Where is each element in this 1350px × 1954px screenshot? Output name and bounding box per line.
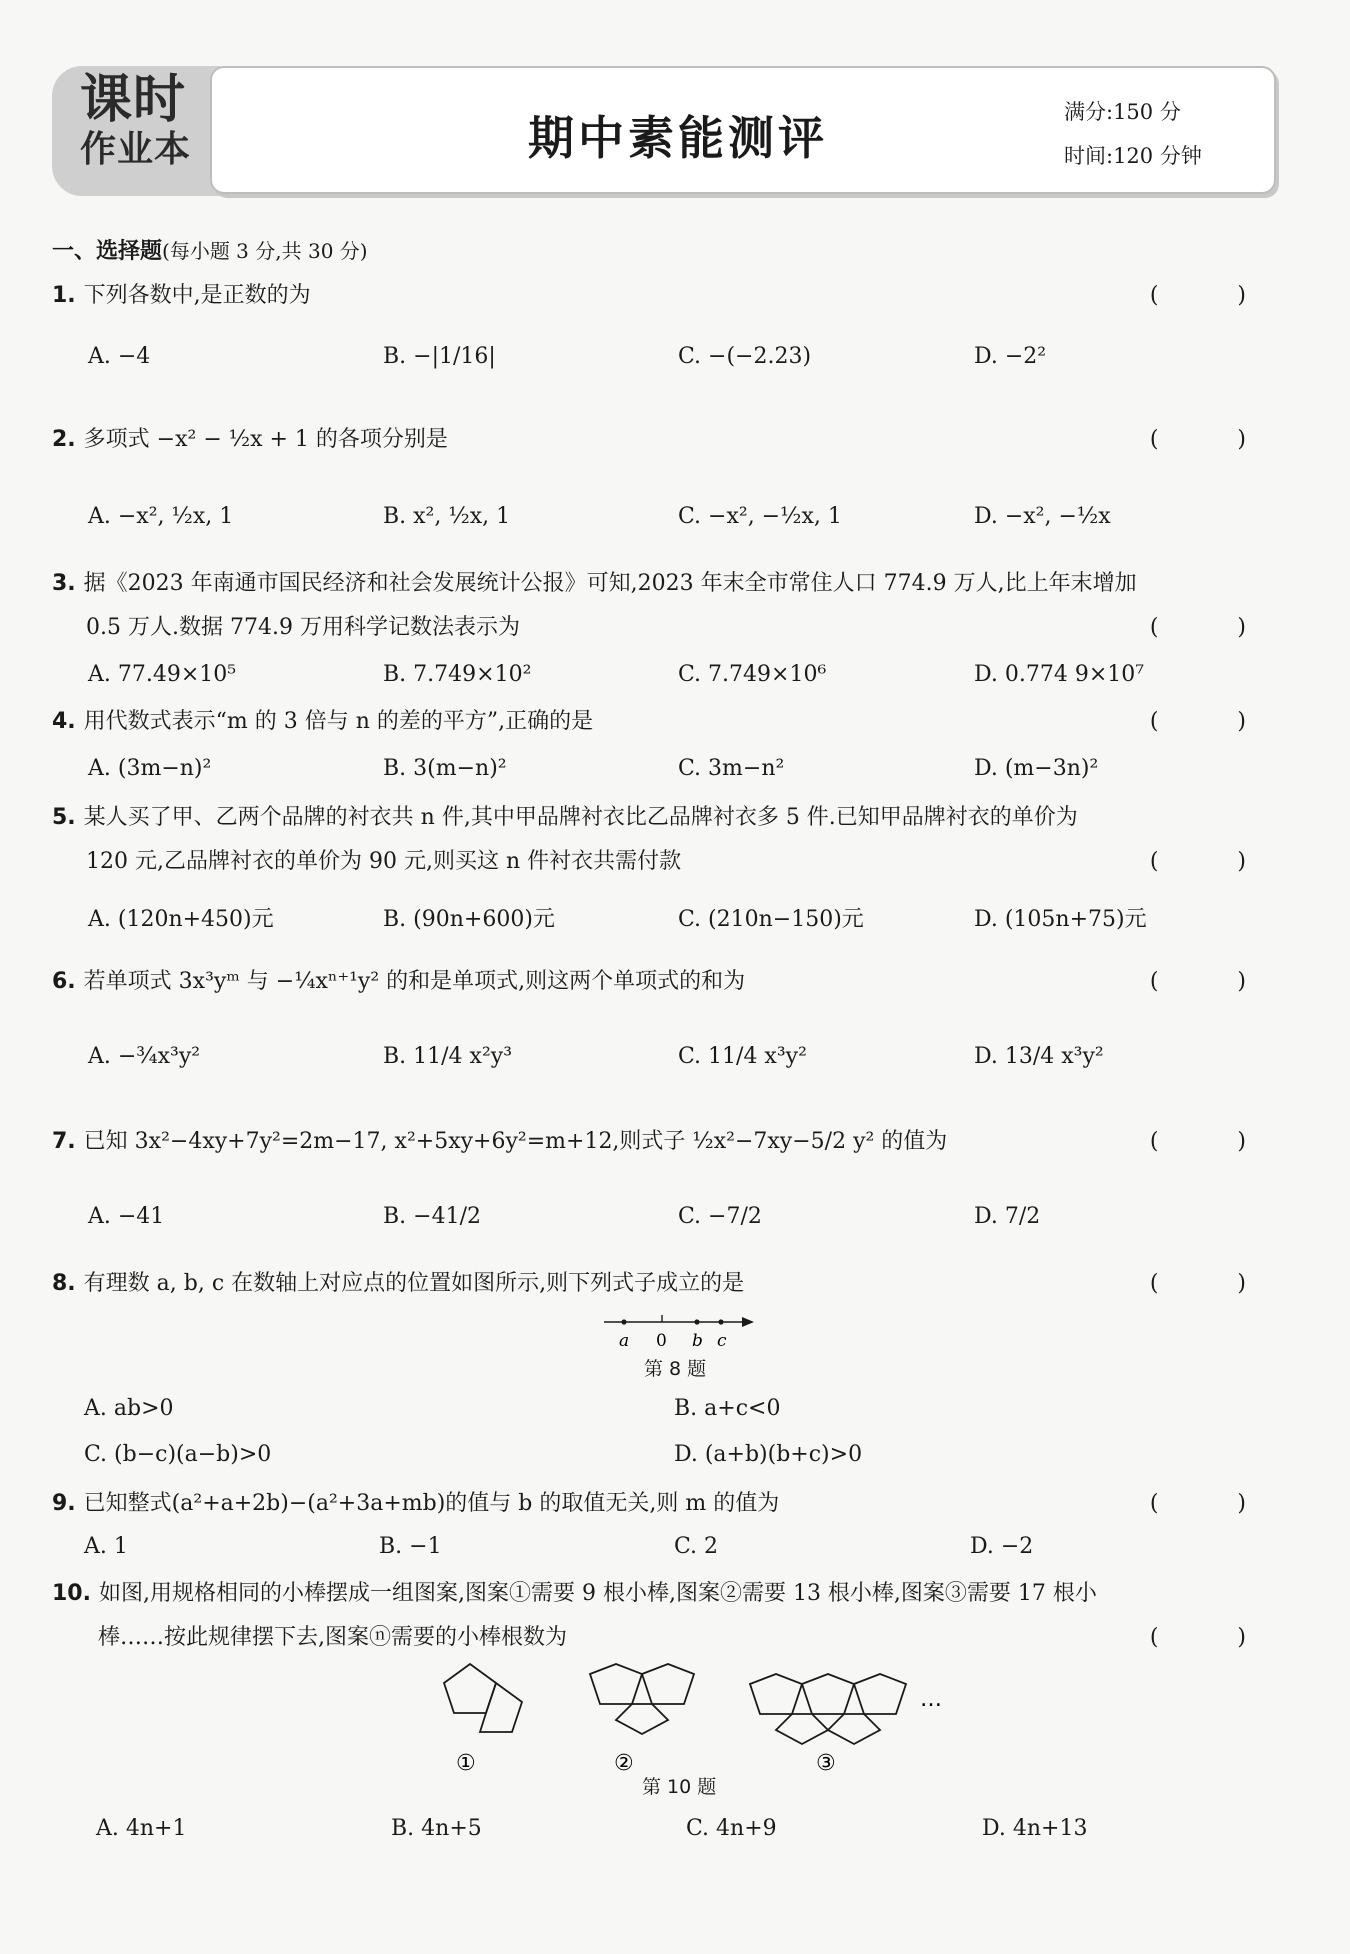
option-c: C. 4n+9 [686,1816,777,1841]
pattern3-pentagon4 [776,1714,828,1744]
option-b: B. −|1/16| [383,344,496,369]
option-c: C. (210n−150)元 [678,907,864,932]
option-c: C. −7/2 [678,1204,762,1229]
question-number: 6. [52,969,76,994]
pattern3-pentagon1 [750,1674,802,1714]
pattern1-label: ① [456,1751,476,1776]
question-text: 据《2023 年南通市国民经济和社会发展统计公报》可知,2023 年末全市常住人口 774.9 万人,比上年末增加 [83,571,1137,596]
option-c: C. −(−2.23) [678,344,812,369]
label-zero: 0 [656,1331,667,1351]
exam-time: 时间:120 分钟 [1064,144,1202,168]
option-a: A. −41 [88,1204,165,1229]
point-a [621,1319,626,1324]
page-title: 期中素能测评 [528,111,828,165]
answer-bracket: ( ) [1149,1625,1282,1650]
section-title: 一、选择题 [52,239,163,264]
option-b: B. a+c<0 [674,1396,781,1421]
pattern2-pentagon2 [642,1664,694,1704]
option-d: D. −2 [970,1534,1034,1559]
logo-line1: 课时 [80,70,187,130]
question-number: 4. [52,709,76,734]
question-6 [52,960,1282,1004]
question-3 [52,562,1282,650]
question-8 [52,1262,1282,1306]
answer-bracket: ( ) [1149,849,1282,874]
option-d: D. (m−3n)² [974,756,1099,781]
question-7 [52,1120,1282,1164]
option-b: B. x², ½x, 1 [383,504,511,529]
question-10 [52,1572,1282,1660]
question-number: 5. [52,805,76,830]
title-banner [210,66,1276,194]
option-b: B. 4n+5 [391,1816,482,1841]
pattern3-pentagon5 [828,1714,880,1744]
question-text: 有理数 a, b, c 在数轴上对应点的位置如图所示,则下列式子成立的是 [83,1271,745,1296]
question-text: 如图,用规格相同的小棒摆成一组图案,图案①需要 9 根小棒,图案②需要 13 根小棒,图案③需要 17 根小 [98,1581,1097,1606]
question-2 [52,418,1282,462]
question-text-cont: 0.5 万人.数据 774.9 万用科学记数法表示为 [86,615,520,640]
option-a: A. (3m−n)² [88,756,212,781]
option-c: C. 3m−n² [678,756,785,781]
question-number: 8. [52,1271,76,1296]
number-line-figure [596,1310,766,1352]
question-text: 用代数式表示“m 的 3 倍与 n 的差的平方”,正确的是 [83,709,594,734]
option-a: A. 1 [84,1534,128,1559]
option-d: D. 4n+13 [982,1816,1088,1841]
option-d: D. −2² [974,344,1047,369]
option-d: D. 0.774 9×10⁷ [974,662,1145,687]
question-text: 下列各数中,是正数的为 [83,283,311,308]
option-b: B. 3(m−n)² [383,756,507,781]
option-b: B. −41/2 [383,1204,481,1229]
pentagon-pattern-figure [420,1660,960,1780]
question-text: 多项式 −x² − ½x + 1 的各项分别是 [83,427,448,452]
question-text: 已知整式(a²+a+2b)−(a²+3a+mb)的值与 b 的取值无关,则 m 的值为 [83,1491,780,1516]
pattern1-pentagon2 [480,1683,522,1732]
option-b: B. 7.749×10² [383,662,532,687]
label-c: c [717,1331,727,1351]
question-text: 某人买了甲、乙两个品牌的衬衣共 n 件,其中甲品牌衬衣比乙品牌衬衣多 5 件.已知甲品牌衬衣的单价为 [83,805,1078,830]
option-a: A. −¾x³y² [88,1044,201,1069]
point-b [694,1319,699,1324]
option-a: A. −x², ½x, 1 [88,504,234,529]
answer-bracket: ( ) [1149,1271,1282,1296]
question-number: 10. [52,1581,91,1606]
question-number: 7. [52,1129,76,1154]
pattern2-pentagon1 [590,1664,642,1704]
option-c: C. −x², −½x, 1 [678,504,842,529]
question-number: 3. [52,571,76,596]
pattern2-label: ② [614,1751,634,1776]
option-d: D. (a+b)(b+c)>0 [674,1442,863,1467]
answer-bracket: ( ) [1149,283,1282,308]
option-b: B. 11/4 x²y³ [383,1044,513,1069]
option-d: D. 7/2 [974,1204,1041,1229]
label-b: b [692,1331,703,1351]
question-text-cont: 棒……按此规律摆下去,图案ⓝ需要的小棒根数为 [98,1625,567,1650]
question-text: 已知 3x²−4xy+7y²=2m−17, x²+5xy+6y²=m+12,则式子 ½x²−7xy−5/2 y² 的值为 [83,1129,948,1154]
option-a: A. ab>0 [84,1396,174,1421]
figure-caption-8: 第 8 题 [644,1358,707,1380]
label-a: a [619,1331,630,1351]
question-1 [52,274,1282,318]
option-d: D. (105n+75)元 [974,907,1147,932]
option-c: C. 2 [674,1534,719,1559]
answer-bracket: ( ) [1149,709,1282,734]
section-heading [52,234,368,265]
pattern3-label: ③ [816,1751,836,1776]
question-number: 9. [52,1491,76,1516]
logo-line2: 作业本 [80,129,192,170]
question-5 [52,796,1282,884]
option-a: A. (120n+450)元 [88,907,274,932]
option-d: D. 13/4 x³y² [974,1044,1104,1069]
question-9 [52,1482,1282,1526]
answer-bracket: ( ) [1149,969,1282,994]
brand-logo [52,66,220,196]
option-d: D. −x², −½x [974,504,1111,529]
question-number: 2. [52,427,76,452]
question-4 [52,700,1282,744]
figure-caption-10: 第 10 题 [642,1776,717,1798]
pattern3-pentagon3 [854,1674,906,1714]
answer-bracket: ( ) [1149,615,1282,640]
question-number: 1. [52,283,76,308]
option-a: A. 77.49×10⁵ [88,662,237,687]
option-c: C. 11/4 x³y² [678,1044,807,1069]
option-c: C. (b−c)(a−b)>0 [84,1442,272,1467]
ellipsis-label: … [920,1687,942,1712]
answer-bracket: ( ) [1149,1129,1282,1154]
answer-bracket: ( ) [1149,1491,1282,1516]
number-line-arrow [742,1317,754,1327]
answer-bracket: ( ) [1149,427,1282,452]
section-note: (每小题 3 分,共 30 分) [162,239,368,263]
option-a: A. −4 [88,344,151,369]
option-b: B. −1 [379,1534,442,1559]
option-b: B. (90n+600)元 [383,907,555,932]
pattern2-pentagon3 [616,1704,668,1734]
question-text: 若单项式 3x³yᵐ 与 −¼xⁿ⁺¹y² 的和是单项式,则这两个单项式的和为 [83,969,746,994]
option-a: A. 4n+1 [96,1816,187,1841]
point-c [718,1319,723,1324]
pattern3-pentagon2 [802,1674,854,1714]
option-c: C. 7.749×10⁶ [678,662,827,687]
full-score: 满分:150 分 [1064,100,1181,124]
question-text-cont: 120 元,乙品牌衬衣的单价为 90 元,则买这 n 件衬衣共需付款 [86,849,682,874]
